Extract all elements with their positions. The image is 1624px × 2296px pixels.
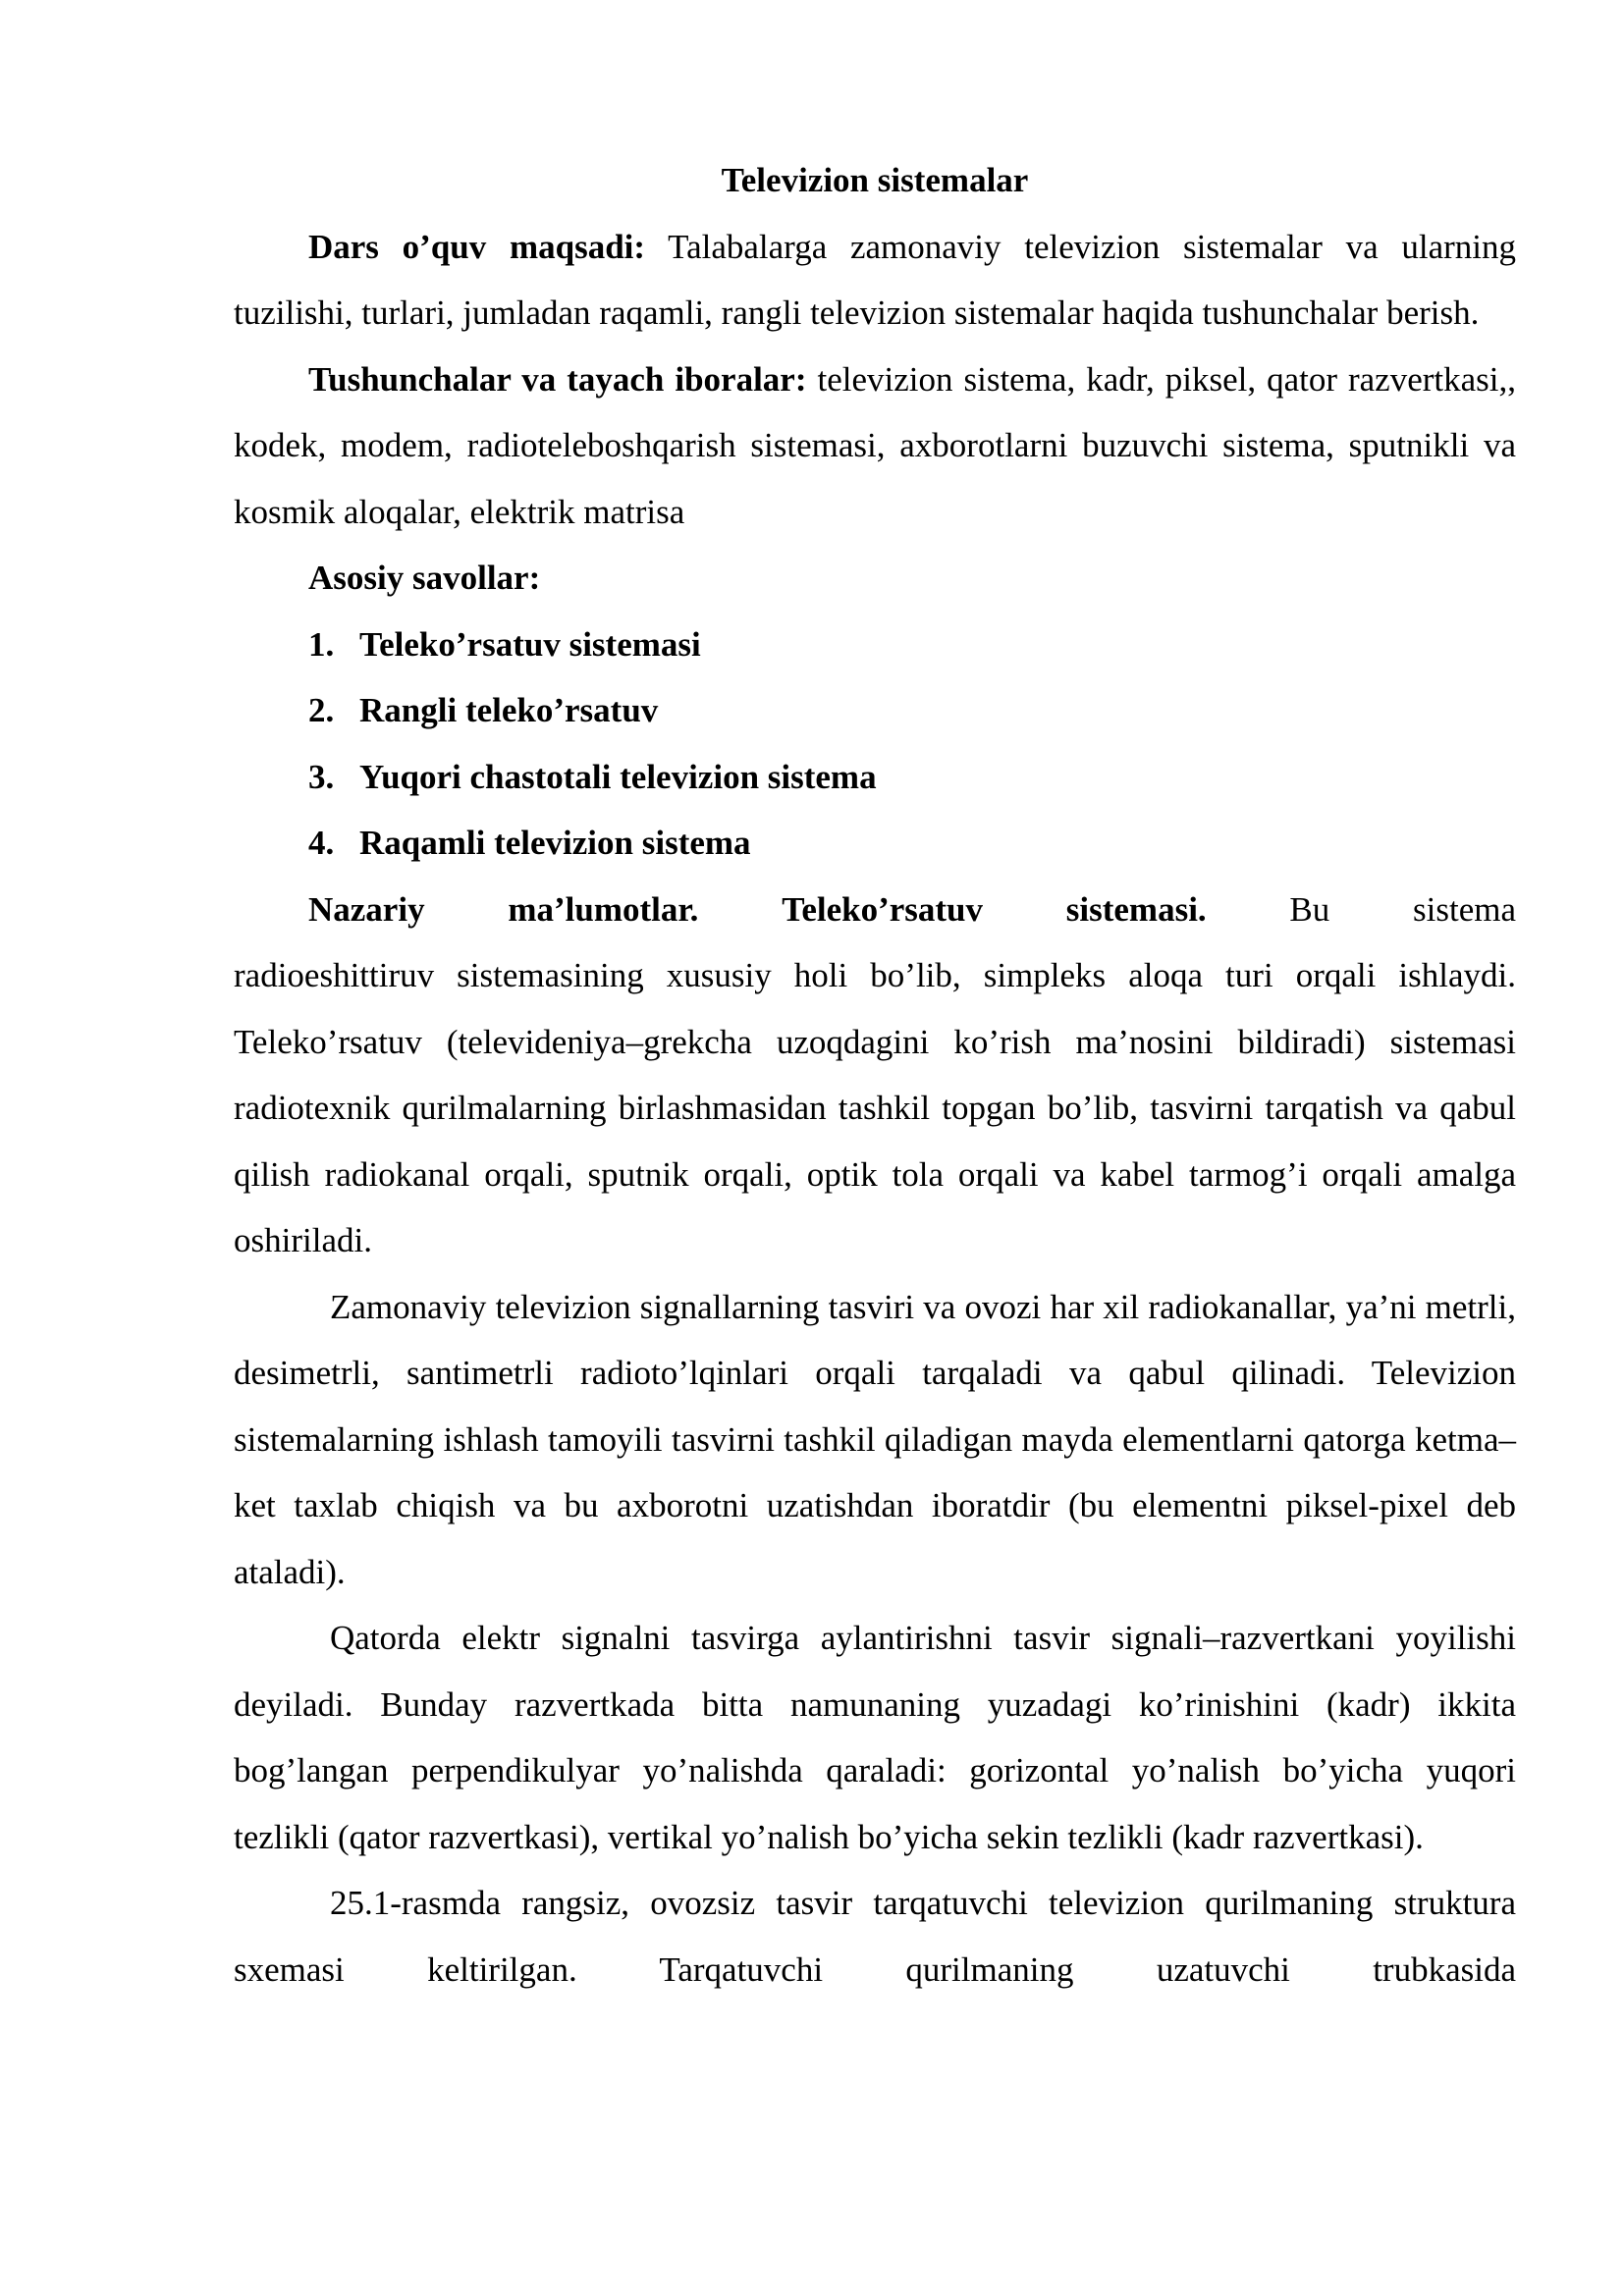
list-item-number: 1. xyxy=(308,624,335,664)
list-item xyxy=(234,744,1516,811)
questions-list xyxy=(234,612,1516,877)
list-item xyxy=(234,810,1516,877)
list-item-number: 3. xyxy=(308,757,335,796)
theory-paragraph: radioeshittiruv sistemasining xususiy holi bo’lib, simpleks aloqa turi orqali ishlaydi. Teleko’rsatuv (televideniya–grekcha uzoqdagini ko’rish ma’nosini bildiradi) sistemasi radiotexnik qurilmalarning birlashmasidan tashkil topgan bo’lib, tasvirni tarqatish va qabul qilish radiokanal orqali, sputnik orqali, optik tola orqali va kabel tarmog’i orqali amalga oshiriladi. xyxy=(234,956,1516,1259)
list-item-number: 4. xyxy=(308,824,335,862)
document-title: Televizion sistemalar xyxy=(721,161,1029,199)
list-item-text: Yuqori chastotali televizion sistema xyxy=(359,757,877,796)
theory-first-line-text: Bu sistema xyxy=(1289,889,1516,929)
document-body xyxy=(234,147,1516,2002)
questions-heading: Asosiy savollar: xyxy=(308,559,541,597)
list-item-text: Raqamli televizion sistema xyxy=(359,824,751,862)
goal-text: Talabalarga zamonaviy televizion sistemalar va ularning tuzilishi, turlari, jumladan raqamli, rangli televizion sistemalar haqida tushunchalar berish. xyxy=(234,227,1516,332)
list-item xyxy=(234,612,1516,678)
list-item-text: Teleko’rsatuv sistemasi xyxy=(359,624,701,664)
concepts-label: Tushunchalar va tayach iboralar: xyxy=(308,359,807,399)
list-item xyxy=(234,677,1516,744)
paragraph-signals: Zamonaviy televizion signallarning tasviri va ovozi har xil radiokanallar, ya’ni metrli, desimetrli, santimetrli radioto’lqinlari orqali tarqaladi va qabul qilinadi. Televizion sistemalarning ishlash tamoyili tasvirni tashkil qiladigan mayda elementlarni qatorga ketma–ket taxlab chiqish va bu axborotni uzatishdan iboratdir (bu elementni piksel-pixel deb ataladi). xyxy=(234,1287,1516,1591)
concepts-text: televizion sistema, kadr, piksel, qator razvertkasi,, kodek, modem, radioteleboshqarish sistemasi, axborotlarni buzuvchi sistema, sputnikli va kosmik aloqalar, elektrik matrisa xyxy=(234,359,1516,531)
theory-label: Nazariy ma’lumotlar. xyxy=(308,889,699,929)
goal-paragraph xyxy=(234,214,1516,347)
list-item-number: 2. xyxy=(308,691,335,729)
paragraph-scanning: Qatorda elektr signalni tasvirga aylantirishni tasvir signali–razvertkani yoyilishi deyiladi. Bunday razvertkada bitta namunaning yuzadagi ko’rinishini (kadr) ikkita bog’langan perpendikulyar yo’nalishda qaraladi: gorizontal yo’nalish bo’yicha yuqori tezlikli (qator razvertkasi), vertikal yo’nalish bo’yicha sekin tezlikli (kadr razvertkasi). xyxy=(234,1619,1516,1856)
theory-first-line xyxy=(234,877,1516,943)
goal-label: Dars o’quv maqsadi: xyxy=(308,227,646,266)
list-item-text: Rangli teleko’rsatuv xyxy=(359,691,659,729)
concepts-paragraph xyxy=(234,347,1516,546)
theory-subheading: Teleko’rsatuv sistemasi. xyxy=(782,889,1207,929)
paragraph-figure-intro: 25.1-rasmda rangsiz, ovozsiz tasvir tarqatuvchi televizion qurilmaning struktura sxemasi keltirilgan. Tarqatuvchi qurilmaning uzatuvchi trubkasida xyxy=(234,1884,1516,1989)
